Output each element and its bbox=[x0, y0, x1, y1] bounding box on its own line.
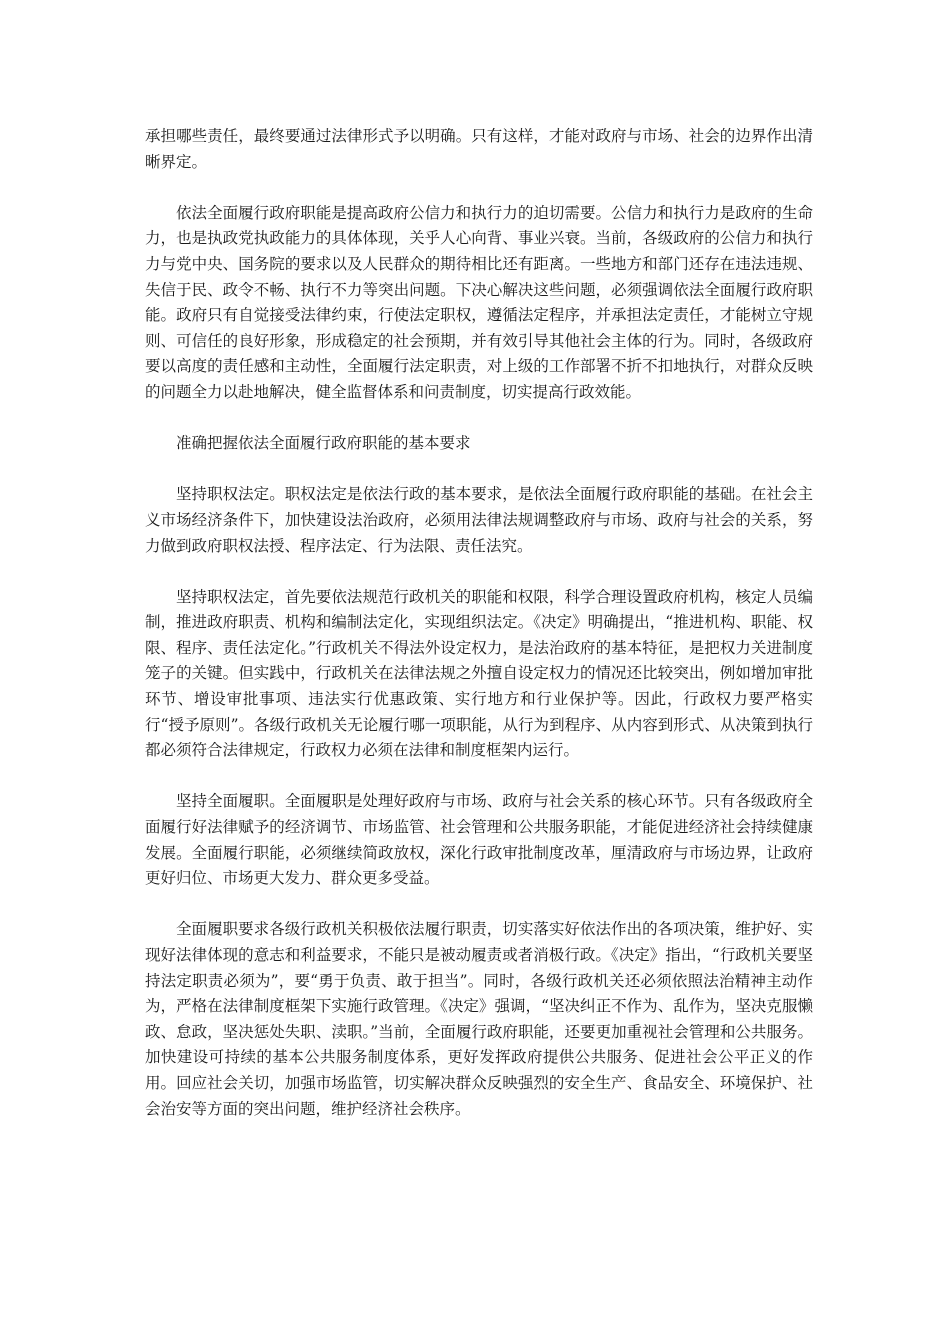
paragraph-credibility: 依法全面履行政府职能是提高政府公信力和执行力的迫切需要。公信力和执行力是政府的生命力，也是执政党执政能力的具体体现，关乎人心向背、事业兴衰。当前，各级政府的公信力和执行力与党中央、国务院的要求以及人民群众的期待相比还有距离。一些地方和部门还存在违法违规、失信于民、政令不畅、执行不力等突出问题。下决心解决这些问题，必须强调依法全面履行政府职能。政府只有自觉接受法律约束，行使法定职权，遵循法定程序，并承担法定责任，才能树立守规则、可信任的良好形象，形成稳定的社会预期，并有效引导其他社会主体的行为。同时，各级政府要以高度的责任感和主动性，全面履行法定职责，对上级的工作部署不折不扣地执行，对群众反映的问题全力以赴地解决，健全监督体系和问责制度，切实提高行政效能。 bbox=[145, 203, 813, 401]
paragraph-full-performance-detail: 全面履职要求各级行政机关积极依法履行职责，切实落实好依法作出的各项决策，维护好、实现好法律体现的意志和利益要求，不能只是被动履责或者消极行政。《决定》指出，“行政机关要坚持法定职责必须为”，要“勇于负责、敢于担当”。同时，各级行政机关还必须依照法治精神主动作为，严格在法律制度框架下实施行政管理。《决定》强调，“坚决纠正不作为、乱作为，坚决克服懒政、怠政，坚决惩处失职、渎职。”当前，全面履行政府职能，还要更加重视社会管理和公共服务。加快建设可持续的基本公共服务制度体系，更好发挥政府提供公共服务、促进社会公平正义的作用。回应社会关切，加强市场监管，切实解决群众反映强烈的安全生产、食品安全、环境保护、社会治安等方面的突出问题，维护经济社会秩序。 bbox=[145, 920, 813, 1118]
paragraph-statutory-powers: 坚持职权法定。职权法定是依法行政的基本要求，是依法全面履行政府职能的基础。在社会主义市场经济条件下，加快建设法治政府，必须用法律法规调整政府与市场、政府与社会的关系，努力做到政府职权法授、程序法定、行为法限、责任法究。 bbox=[145, 485, 813, 555]
paragraph-full-performance: 坚持全面履职。全面履职是处理好政府与市场、政府与社会关系的核心环节。只有各级政府全面履行好法律赋予的经济调节、市场监管、社会管理和公共服务职能，才能促进经济社会持续健康发展。全面履行职能，必须继续简政放权，深化行政审批制度改革，厘清政府与市场边界，让政府更好归位、市场更大发力、群众更多受益。 bbox=[145, 792, 813, 888]
document-body bbox=[145, 124, 813, 1148]
section-heading: 准确把握依法全面履行政府职能的基本要求 bbox=[176, 434, 471, 453]
paragraph-statutory-powers-detail: 坚持职权法定，首先要依法规范行政机关的职能和权限，科学合理设置政府机构，核定人员编制，推进政府职责、机构和编制法定化，实现组织法定。《决定》明确提出，“推进机构、职能、权限、程序、责任法定化。”行政机关不得法外设定权力，是法治政府的基本特征，是把权力关进制度笼子的关键。但实践中，行政机关在法律法规之外擅自设定权力的情况还比较突出，例如增加审批环节、增设审批事项、违法实行优惠政策、实行地方和行业保护等。因此，行政权力要严格实行“授予原则”。各级行政机关无论履行哪一项职能，从行为到程序、从内容到形式、从决策到执行都必须符合法律规定，行政权力必须在法律和制度框架内运行。 bbox=[145, 587, 813, 760]
paragraph-continuation: 承担哪些责任，最终要通过法律形式予以明确。只有这样，才能对政府与市场、社会的边界作出清晰界定。 bbox=[145, 127, 813, 171]
